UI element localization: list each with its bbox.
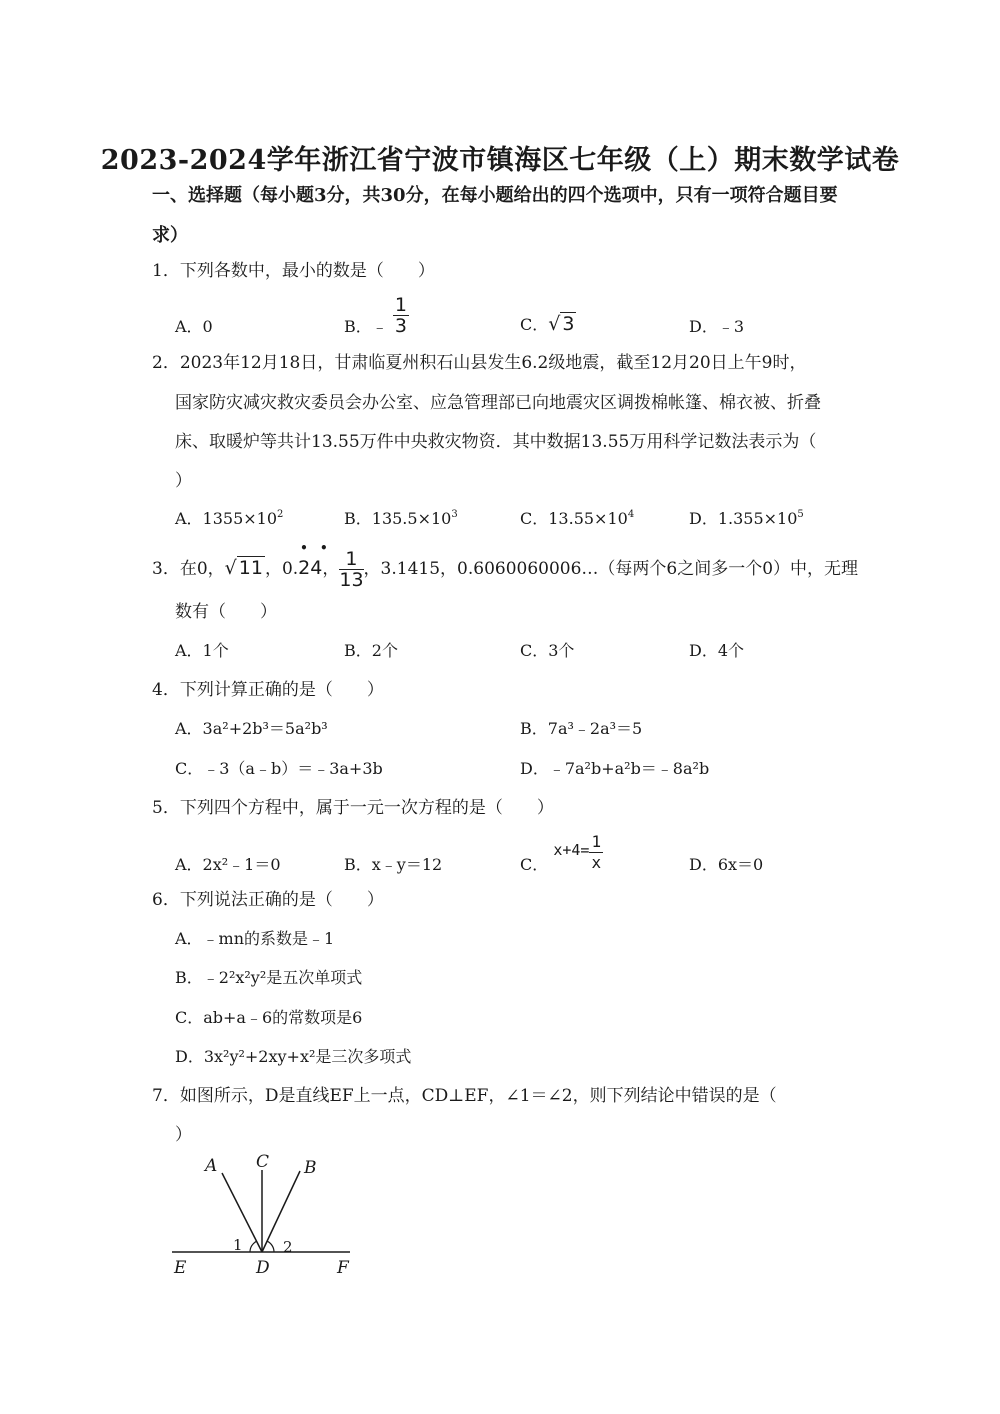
q2-option-b [344,508,458,530]
q1-c-sqrt [548,312,576,335]
page-title: 2023-2024学年浙江省宁波市镇海区七年级（上）期末数学试卷 [100,145,900,176]
q6-stem: 6．下列说法正确的是（ ） [152,890,384,910]
q3-repeat-value: 24 [298,557,323,579]
q2-a-base: A．1355×10 [175,509,278,528]
q6-option-c: C．ab+a﹣6的常数项是6 [175,1008,363,1027]
q2-c-base: C．13.55×10 [520,509,628,528]
q6-option-d: D．3x²y²+2xy+x²是三次多项式 [175,1047,412,1066]
q3-denominator: 13 [339,569,364,591]
q2-b-base: B．135.5×10 [344,509,452,528]
q5-c-denominator: x [591,852,602,872]
angle-2-arc [267,1241,274,1252]
repeat-dots: • • [300,541,332,555]
q4-option-c: C．﹣3（a﹣b）＝﹣3a+3b [175,759,383,778]
q3-line-2: 数有（ ） [175,602,277,622]
label-angle-1: 1 [233,1236,243,1254]
label-c: C [256,1152,270,1172]
q1-option-d: D．﹣3 [689,317,745,336]
label-b: B [304,1158,317,1178]
q1-option-a: A．0 [175,317,213,336]
q2-b-exp: 3 [451,509,458,520]
q4-option-a: A．3a²+2b³＝5a²b³ [175,719,328,738]
q3-radicand: 11 [238,557,263,579]
q4-option-b: B．7a³﹣2a³＝5 [520,719,643,738]
label-angle-2: 2 [283,1238,293,1256]
q3-numerator: 1 [339,549,363,570]
q2-line-1: 2．2023年12月18日，甘肃临夏州积石山县发生6.2级地震，截至12月20日上午9时， [152,353,807,373]
q3-repeating-decimal [281,541,332,579]
q5-option-a: A．2x²﹣1＝0 [175,855,281,874]
q5-option-d: D．6x＝0 [689,855,764,874]
q1-c-radicand: 3 [562,313,575,335]
q5-c-fraction [589,832,603,873]
q3-line-1 [152,538,858,598]
q3-suffix: ，3.1415，0.6060060006…（每两个6之间多一个0）中，无理 [363,559,859,579]
q3-decimal-int: 0. [281,559,299,579]
label-e: E [174,1258,187,1278]
q5-c-numerator: 1 [591,831,602,851]
geometry-figure [160,1145,370,1280]
q5-option-c [520,828,603,884]
q1-option-b [344,292,409,352]
q5-option-b: B．x﹣y＝12 [344,855,443,874]
q3-option-d: D．4个 [689,641,745,660]
q2-a-exp: 2 [277,509,284,520]
q3-sep-2: ， [322,559,340,579]
label-a: A [205,1156,218,1176]
label-f: F [337,1258,349,1278]
q7-line-2: ） [175,1125,192,1145]
q4-option-d: D．﹣7a²b+a²b＝﹣8a²b [520,759,710,778]
q3-prefix: 3．在0， [152,559,225,579]
q2-option-d [689,508,804,530]
q3-option-b: B．2个 [344,641,398,660]
q3-option-a: A．1个 [175,641,229,660]
q3-repeating-digits [298,538,332,598]
q3-sqrt [225,556,265,579]
q2-d-exp: 5 [797,509,804,520]
q5-c-label: C． [520,855,549,874]
q1-b-fraction [393,295,409,336]
q2-c-exp: 4 [627,509,635,520]
q2-d-base: D．1.355×10 [689,509,798,528]
q3-sep-1: ， [264,559,282,579]
q1-option-c [520,313,576,336]
q3-option-c: C．3个 [520,641,575,660]
section-heading-cont: 求） [152,225,188,246]
q1-b-sign: ﹣ [371,317,388,336]
q2-line-4: ） [175,471,192,491]
q6-option-a: A．﹣mn的系数是﹣1 [175,929,335,948]
q1-b-denominator: 3 [394,314,407,337]
q2-option-a [175,508,283,530]
ray-db [262,1171,300,1252]
q2-line-3: 床、取暖炉等共计13.55万件中央救灾物资．其中数据13.55万用科学记数法表示为（ [175,432,817,452]
sqrt-symbol: √ [548,313,561,335]
q5-c-equation: x+4= [553,841,590,859]
q2-option-c [520,508,634,530]
sqrt-symbol: √ [224,557,237,579]
q1-c-label: C． [520,315,549,334]
q2-line-2: 国家防灾减灾救灾委员会办公室、应急管理部已向地震灾区调拨棉帐篷、棉衣被、折叠 [175,393,821,413]
q5-stem: 5．下列四个方程中，属于一元一次方程的是（ ） [152,798,554,818]
q1-stem: 1．下列各数中，最小的数是（ ） [152,261,435,281]
q7-line-1: 7．如图所示，D是直线EF上一点，CD⊥EF，∠1＝∠2，则下列结论中错误的是（ [152,1086,777,1106]
angle-1-arc [250,1241,257,1252]
q6-option-b: B．﹣2²x²y²是五次单项式 [175,968,363,987]
label-d: D [256,1258,270,1278]
q4-stem: 4．下列计算正确的是（ ） [152,680,384,700]
q3-fraction [339,549,363,590]
section-heading: 一、选择题（每小题3分，共30分，在每小题给出的四个选项中，只有一项符合题目要 [152,185,838,206]
q1-b-numerator: 1 [394,293,407,316]
q1-b-label: B． [344,317,372,336]
